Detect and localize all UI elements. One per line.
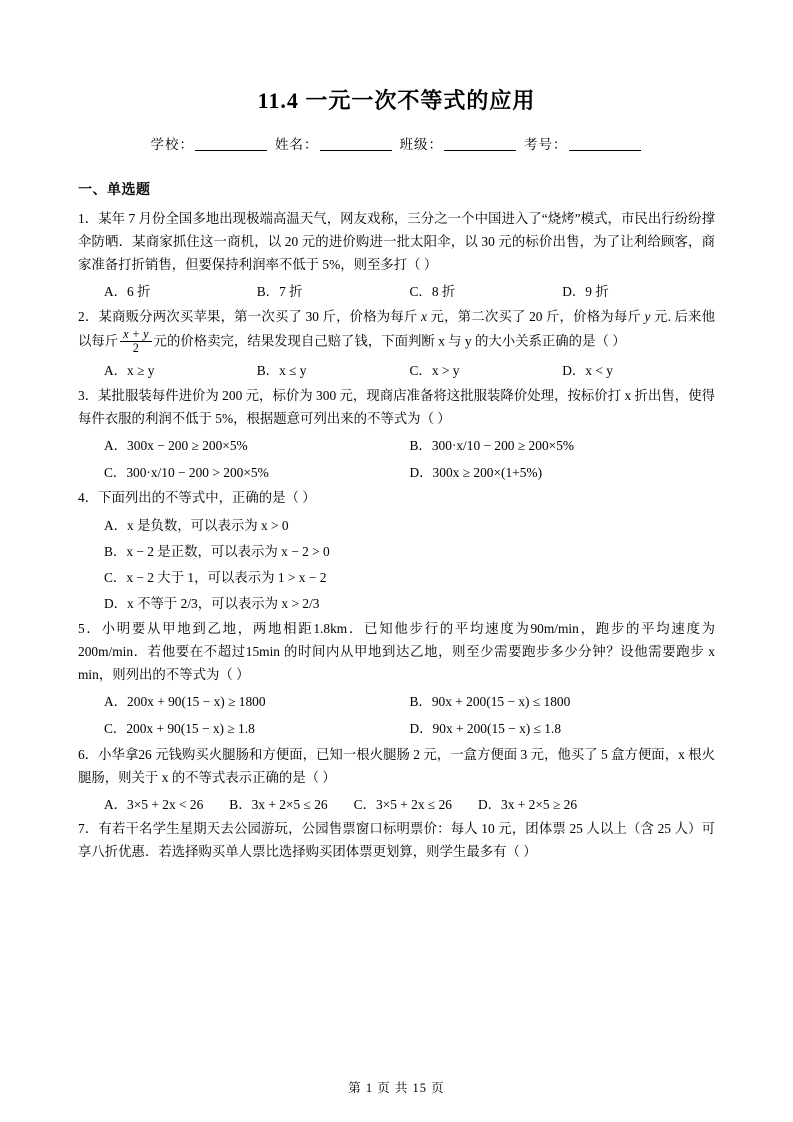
name-label: 姓名： — [275, 137, 319, 152]
question-3-options-row1 — [78, 433, 715, 460]
question-3-option-d[interactable]: D．300x ≥ 200×(1+5%) — [409, 464, 543, 480]
class-blank[interactable] — [444, 150, 516, 151]
school-label: 学校： — [150, 137, 194, 152]
question-6-option-b[interactable]: B．3x + 2×5 ≤ 26 — [229, 796, 328, 812]
question-1 — [78, 207, 715, 276]
question-3-number: 3． — [78, 387, 99, 403]
question-5-stem: 小明要从甲地到乙地，两地相距1.8km．已知他步行的平均速度为90m/min，跑步的平均速度为200m/min．若他要在不超过15min 的时间内从甲地到达乙地，则至少需要跑步多少分钟？设他需要跑步 x min，则列出的不等式为（ ） — [78, 621, 715, 683]
question-3-option-a[interactable]: A．300x − 200 ≥ 200×5% — [104, 437, 248, 453]
question-1-number: 1． — [78, 211, 99, 226]
question-2-stem-tail: 元的价格卖完，结果发现自己赔了钱，下面判断 x 与 y 的大小关系正确的是（ ） — [153, 333, 626, 349]
school-blank[interactable] — [195, 150, 267, 151]
question-2 — [78, 305, 715, 356]
name-blank[interactable] — [320, 150, 392, 151]
question-3-options-row2 — [78, 460, 715, 487]
question-4 — [78, 486, 715, 509]
question-2-fraction-denominator: 2 — [132, 340, 139, 355]
question-2-option-b[interactable]: B．x ≤ y — [256, 363, 307, 379]
question-7 — [78, 817, 715, 863]
question-2-options — [78, 358, 715, 383]
question-4-option-b[interactable]: B．x − 2 是正数，可以表示为 x − 2 > 0 — [104, 543, 330, 559]
page-title: 11.4 一元一次不等式的应用 — [257, 88, 536, 113]
question-5-options-row2 — [78, 716, 715, 743]
class-label: 班级： — [399, 137, 443, 152]
student-info-line — [78, 133, 715, 153]
question-5-number: 5． — [78, 621, 102, 637]
question-2-fraction-numerator: x + y — [120, 328, 151, 342]
question-2-var-y: y — [644, 308, 651, 324]
question-5-options-row1 — [78, 689, 715, 716]
question-2-option-a[interactable]: A．x ≥ y — [104, 363, 155, 379]
question-1-option-a[interactable]: A．6 折 — [104, 284, 151, 300]
exam-number-blank[interactable] — [569, 150, 641, 151]
question-2-stem-post: 元. 后来他以每斤 — [78, 308, 716, 349]
question-5-option-b[interactable]: B．90x + 200(15 − x) ≤ 1800 — [409, 694, 571, 710]
question-6-option-c[interactable]: C．3×5 + 2x ≤ 26 — [353, 796, 452, 812]
question-3-stem: 某批服装每件进价为 200 元，标价为 300 元，现商店准备将这批服装降价处理，按标价打 x 折出售，使得每件衣服的利润不低于 5%，根据题意可列出来的不等式为（ ） — [78, 387, 715, 426]
question-2-option-d[interactable]: D．x < y — [562, 363, 613, 379]
exam-number-label: 考号： — [524, 137, 568, 152]
question-1-option-c[interactable]: C．8 折 — [409, 284, 456, 300]
question-3 — [78, 384, 715, 430]
question-1-option-b[interactable]: B．7 折 — [256, 284, 303, 300]
question-7-stem: 有若干名学生星期天去公园游玩，公园售票窗口标明票价：每人 10 元，团体票 25 人以上（含 25 人）可享八折优惠．若选择购买单人票比选择购买团体票更划算，则学生最多有（ ） — [78, 821, 715, 860]
section-title: 一、单选题 — [78, 183, 151, 198]
question-6-option-d[interactable]: D．3x + 2×5 ≥ 26 — [477, 796, 578, 812]
question-3-option-b[interactable]: B．300·x/10 − 200 ≥ 200×5% — [409, 437, 575, 453]
question-1-option-d[interactable]: D．9 折 — [562, 284, 609, 300]
question-1-stem: 某年 7 月份全国多地出现极端高温天气，网友戏称，三分之一个中国进入了“烧烤”模式，市民出行纷纷撑伞防晒．某商家抓住这一商机，以 20 元的进价购进一批太阳伞，以 30 元的标价出售，为了让利给顾客，商家准备打折销售，但要保持利润率不低于 5%，则至多打（ ） — [78, 211, 715, 273]
page-footer: 第 1 页 共 15 页 — [348, 1081, 445, 1095]
question-2-stem-pre: 某商贩分两次买苹果，第一次买了 30 斤，价格为每斤 — [98, 308, 422, 324]
question-5-option-d[interactable]: D．90x + 200(15 − x) ≤ 1.8 — [409, 721, 562, 737]
question-7-number: 7． — [78, 821, 99, 837]
question-6-option-a[interactable]: A．3×5 + 2x < 26 — [104, 796, 204, 812]
question-4-option-a[interactable]: A．x 是负数，可以表示为 x > 0 — [104, 517, 289, 533]
question-5 — [78, 617, 715, 686]
question-4-option-c[interactable]: C．x − 2 大于 1，可以表示为 1 > x − 2 — [104, 569, 327, 585]
question-6-number: 6． — [78, 746, 99, 762]
question-2-fraction — [120, 328, 151, 356]
question-4-number: 4． — [78, 490, 99, 506]
question-4-stem: 下面列出的不等式中，正确的是（ ） — [98, 490, 316, 506]
question-1-options — [78, 279, 715, 304]
question-2-stem-mid: 元，第二次买了 20 斤，价格为每斤 — [427, 308, 645, 324]
question-6-stem: 小华拿26 元钱购买火腿肠和方便面，已知一根火腿肠 2 元，一盒方便面 3 元，他买了 5 盒方便面，x 根火腿肠，则关于 x 的不等式表示正确的是（ ） — [78, 746, 715, 785]
question-4-options — [78, 513, 715, 618]
question-4-option-d[interactable]: D．x 不等于 2/3，可以表示为 x > 2/3 — [104, 595, 320, 611]
question-5-option-c[interactable]: C．200x + 90(15 − x) ≥ 1.8 — [104, 721, 255, 737]
question-6 — [78, 743, 715, 789]
question-3-option-c[interactable]: C．300·x/10 − 200 > 200×5% — [104, 464, 269, 480]
question-2-number: 2． — [78, 308, 99, 324]
question-2-option-c[interactable]: C．x > y — [409, 363, 460, 379]
question-5-option-a[interactable]: A．200x + 90(15 − x) ≥ 1800 — [104, 694, 266, 710]
question-2-var-x: x — [421, 308, 427, 324]
question-6-options — [78, 792, 715, 817]
